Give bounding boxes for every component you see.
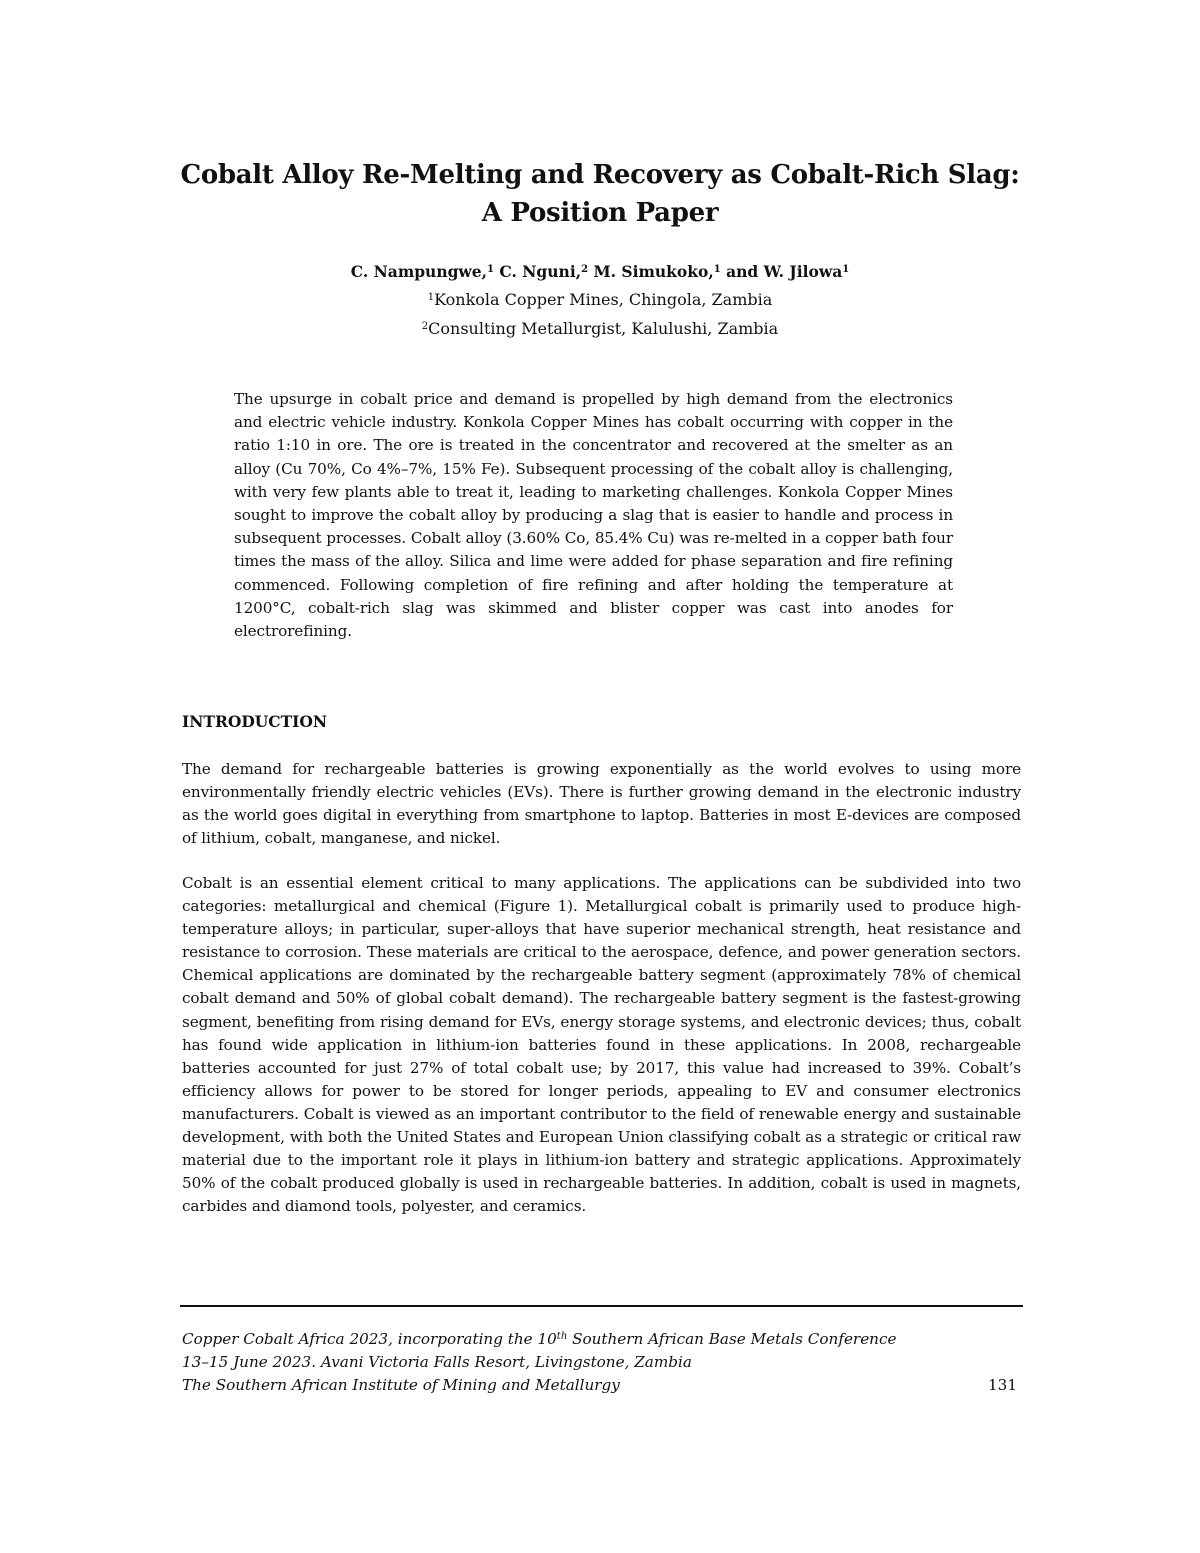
footer-conference-text-end: Southern African Base Metals Conference [567, 1330, 897, 1348]
affiliation-text: Konkola Copper Mines, Chingola, Zambia [434, 290, 773, 309]
body-paragraph: Cobalt is an essential element critical to many applications. The applications can be subdivided into two categories: metallurgical and chemical (Figure 1). Metallurgical cobalt is primarily used to produce high-temperature alloys; in particular, super-alloys that have superior mechanical strength, heat resistance and resistance to corrosion. These materials are critical to the aerospace, defence, and power generation sectors. Chemical applications are dominated by the rechargeable battery segment (approximately 78% of chemical cobalt demand and 50% of global cobalt demand). The rechargeable battery segment is the fastest-growing segment, benefiting from rising demand for EVs, energy storage systems, and electronic devices; thus, cobalt has found wide application in lithium-ion batteries found in these applications. In 2008, rechargeable batteries accounted for just 27% of total cobalt use; by 2017, this value had increased to 39%. Cobalt’s efficiency allows for power to be stored for longer periods, appealing to EV and consumer electronics manufacturers. Cobalt is viewed as an important contributor to the field of renewable energy and sustainable development, with both the United States and European Union classifying cobalt as a strategic or critical raw material due to the important role it plays in lithium-ion battery and strategic applications. Approximately 50% of the cobalt produced globally is used in rechargeable batteries. In addition, cobalt is used in magnets, carbides and diamond tools, polyester, and ceramics. [182, 874, 1021, 1216]
affiliation [150, 317, 1050, 341]
author-list [150, 260, 1050, 284]
footer-date-venue-line: 13–15 June 2023. Avani Victoria Falls Resort, Livingstone, Zambia [182, 1353, 692, 1371]
paper-title [150, 156, 1050, 232]
footer-conference-line [182, 1328, 1021, 1351]
footer-publisher-line [182, 1374, 1021, 1397]
author-affiliation-marker: 2 [581, 264, 589, 275]
body-paragraph: The demand for rechargeable batteries is growing exponentially as the world evolves to using more environmentally friendly electric vehicles (EVs). There is further growing demand in the electronic industry as the world goes digital in everything from smartphone to laptop. Batteries in most E-devices are composed of lithium, cobalt, manganese, and nickel. [182, 760, 1021, 848]
paper-title-line-2: A Position Paper [481, 198, 719, 228]
page-footer [182, 1328, 1021, 1397]
author-name: C. Nampungwe, [350, 262, 488, 281]
affiliation-text: Consulting Metallurgist, Kalulushi, Zambia [428, 319, 779, 338]
affiliation-marker: 2 [421, 321, 429, 332]
author-name: M. Simukoko, [588, 262, 714, 281]
author-affiliation-marker: 1 [713, 264, 721, 275]
footer-divider [180, 1305, 1023, 1307]
author-name: C. Nguni, [494, 262, 582, 281]
author-affiliation-marker: 1 [842, 264, 850, 275]
footer-publisher-text: The Southern African Institute of Mining and Metallurgy [182, 1376, 620, 1394]
affiliation-marker: 1 [427, 292, 435, 303]
affiliation [150, 288, 1050, 312]
paper-title-line-1: Cobalt Alloy Re-Melting and Recovery as Cobalt-Rich Slag: [180, 160, 1020, 190]
abstract: The upsurge in cobalt price and demand is propelled by high demand from the electronics and electric vehicle industry. Konkola Copper Mines has cobalt occurring with copper in the ratio 1:10 in ore. The ore is treated in the concentrator and recovered at the smelter as an alloy (Cu 70%, Co 4%–7%, 15% Fe). Subsequent processing of the cobalt alloy is challenging, with very few plants able to treat it, leading to marketing challenges. Konkola Copper Mines sought to improve the cobalt alloy by producing a slag that is easier to handle and process in subsequent processes. Cobalt alloy (3.60% Co, 85.4% Cu) was re-melted in a copper bath four times the mass of the alloy. Silica and lime were added for phase separation and fire refining commenced. Following completion of fire refining and after holding the temperature at 1200°C, cobalt-rich slag was skimmed and blister copper was cast into anodes for electrorefining. [234, 390, 953, 641]
section-heading-introduction: INTRODUCTION [182, 712, 328, 731]
footer-conference-text: Copper Cobalt Africa 2023, incorporating the 10 [182, 1330, 557, 1348]
author-name: and W. Jilowa [720, 262, 843, 281]
page-number: 131 [988, 1376, 1017, 1394]
author-affiliation-marker: 1 [487, 264, 495, 275]
footer-ordinal-suffix: th [556, 1331, 568, 1342]
